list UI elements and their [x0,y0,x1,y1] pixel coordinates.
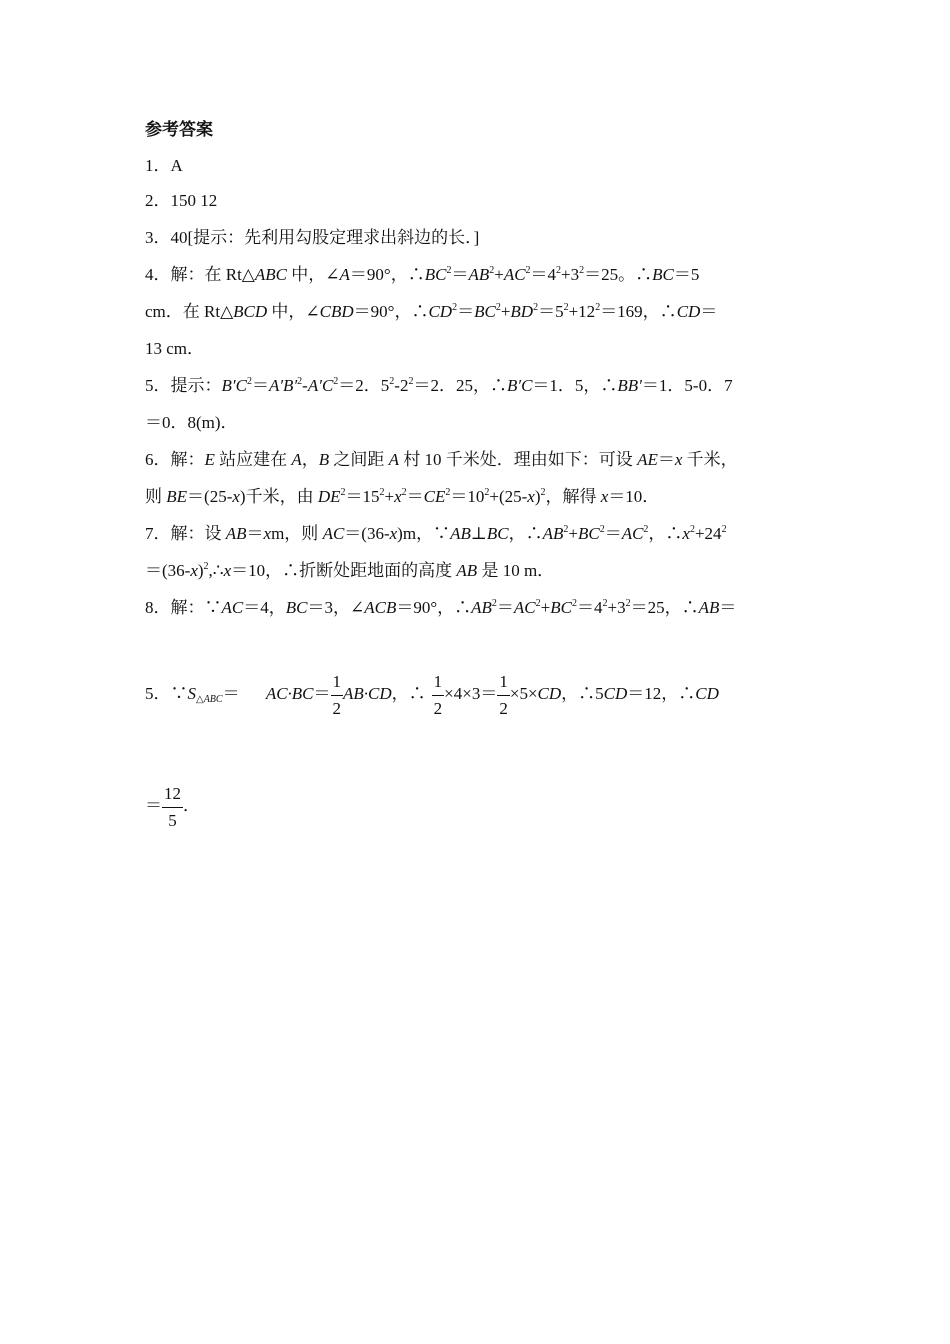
answer-6-line-2: 则 BE＝(25-x)千米，由 $DE^2=15^2+x^2=CE^2=10^2+(25-x)^2$，解得 x＝10． [145,487,660,506]
answer-1: 1．A [145,156,183,175]
a4-l1-seg: 4．解：在 Rt△ABC 中，∠A＝90°，$\therefore BC^2=AB^2+AC^2=4^2+3^2=25$。∴BC＝5 [145,265,700,284]
answer-5-line-2: ＝0．8(m)． [145,413,238,432]
answer-4-line-3: 13 cm． [145,339,205,358]
heading: 参考答案 [145,120,213,140]
answer-8-line-2: 5．$\because S_{\triangle ABC}= AC\cdot BC=$ $\frac{1}{2}$ AB·CD，∴ $\frac{1}{2}$ ×4×3＝ $\frac{1}{2}$ ×5×CD，∴5CD＝12，∴CD [145,671,719,718]
a4-l2-seg: cm．在 Rt△BCD 中，∠CBD＝90°，$\therefore CD^2=BC^2+BD^2=5^2+12^2=169$，∴CD＝ [145,302,718,321]
answer-6-line-1: 6．解：E 站应建在 A，B 之间距 A 村 10 千米处．理由如下：可设 AE＝x 千米， [145,450,738,469]
fraction-one-half-1: $\frac{1}{2}$ [332,671,342,718]
fraction-one-half-3: $\frac{1}{2}$ [499,671,508,718]
answer-2: 2．150 12 [145,191,218,210]
answer-5-line-1: 5．提示：$B'C^2=A'B'^2-A'C^2=2$．$5^2-2^2=2$．25，∴B′C＝1．5，∴BB′＝1．5-0．7 [145,376,733,395]
fraction-one-half-2: $\frac{1}{2}$ [433,671,443,718]
answer-4-line-2 [145,302,810,322]
answer-7-line-1: 7．解：设 AB＝xm，则 AC＝(36-x)m，∵AB⊥BC，$\therefore AB^2+BC^2=AC^2$，$\therefore x^2+24^2$ [145,524,727,543]
fraction-twelve-fifths: $\frac{12}{5}$ [164,783,181,830]
answer-8-line-3: ＝ $\frac{12}{5}$ ． [145,783,200,830]
answer-8-line-1: 8．解：∵AC＝4，BC＝3，∠ACB＝90°，$\therefore AB^2=AC^2+BC^2=4^2+3^2=25$，∴AB＝ [145,598,737,617]
answer-7-line-2: $=(36-x)^2,\therefore x=10$，∴折断处距地面的高度 AB 是 10 m． [145,561,555,580]
answer-4-line-1 [145,265,810,285]
answer-3: 3．40[提示：先利用勾股定理求出斜边的长．] [145,228,480,247]
